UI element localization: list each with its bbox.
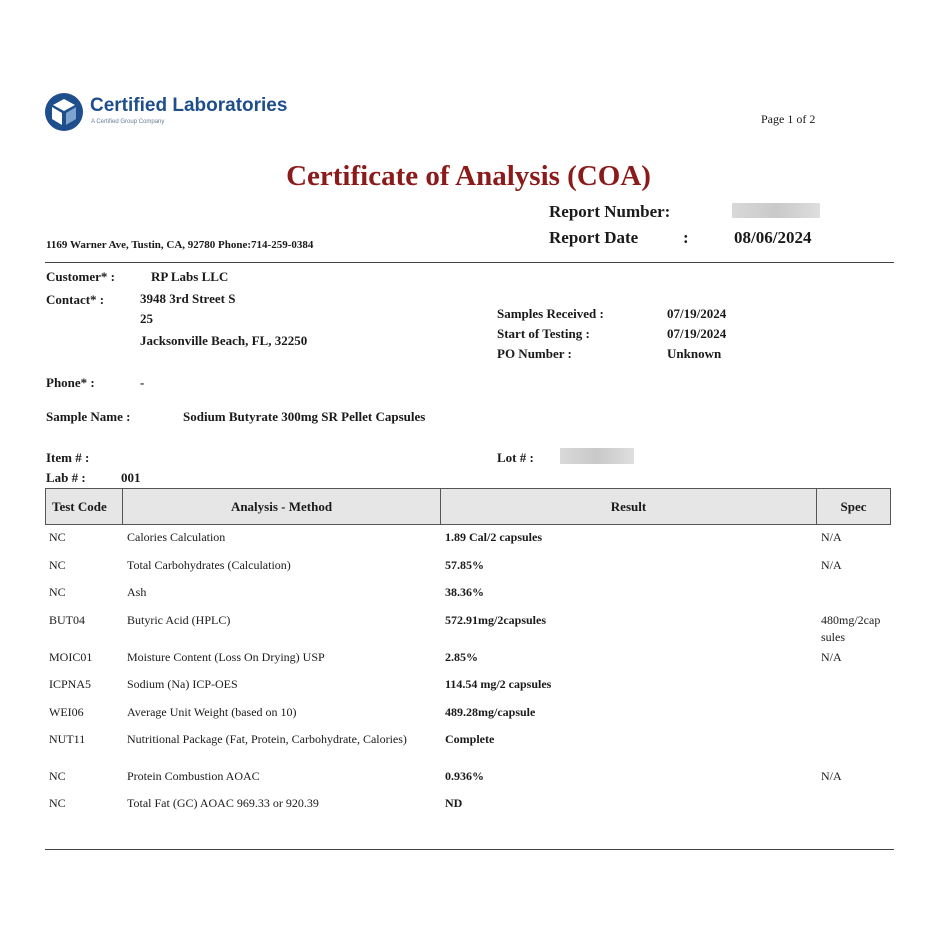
cell-result: 572.91mg/2capsules	[445, 613, 547, 627]
cell-test-code: NC	[49, 796, 66, 810]
cell-method: Butyric Acid (HPLC)	[127, 613, 231, 627]
cell-result: ND	[445, 796, 463, 810]
cell-result: 114.54 mg/2 capsules	[445, 677, 552, 691]
cell-test-code: ICPNA5	[49, 677, 92, 691]
report-number-label: Report Number:	[549, 202, 671, 221]
contact-line-2: 25	[140, 311, 153, 326]
cell-method: Average Unit Weight (based on 10)	[127, 705, 297, 719]
contact-label: Contact* :	[46, 292, 105, 307]
customer-value: RP Labs LLC	[151, 269, 229, 284]
results-table-header	[45, 488, 891, 525]
header-result: Result	[440, 489, 816, 524]
contact-line-1: 3948 3rd Street S	[140, 291, 236, 306]
cell-spec: N/A	[821, 530, 842, 544]
cell-test-code: MOIC01	[49, 650, 93, 664]
report-date-colon: :	[683, 228, 689, 247]
report-date-value: 08/06/2024	[734, 228, 812, 247]
cell-test-code: NC	[49, 558, 66, 572]
redacted-lot-number	[560, 448, 634, 464]
cell-spec: N/A	[821, 650, 842, 664]
lab-number-value: 001	[121, 470, 141, 485]
cell-test-code: WEI06	[49, 705, 84, 719]
cell-test-code: BUT04	[49, 613, 85, 627]
cell-method: Calories Calculation	[127, 530, 226, 544]
sample-name-label: Sample Name :	[46, 409, 131, 424]
footer-divider	[45, 849, 894, 850]
lab-address: 1169 Warner Ave, Tustin, CA, 92780 Phone:714-259-0384	[46, 239, 314, 251]
cell-result: 57.85%	[445, 558, 484, 572]
contact-line-3: Jacksonville Beach, FL, 32250	[140, 333, 308, 348]
header-test-code: Test Code	[52, 499, 107, 514]
cell-test-code: NC	[49, 530, 66, 544]
po-number-value: Unknown	[667, 346, 722, 361]
redacted-report-number	[732, 203, 820, 218]
cell-spec: N/A	[821, 558, 842, 572]
lot-number-label: Lot # :	[497, 450, 534, 465]
cell-method: Protein Combustion AOAC	[127, 769, 260, 783]
phone-value: -	[140, 375, 145, 390]
cell-method: Nutritional Package (Fat, Protein, Carbohydrate, Calories)	[127, 732, 407, 746]
cell-method: Total Carbohydrates (Calculation)	[127, 558, 291, 572]
cell-result: 2.85%	[445, 650, 478, 664]
lab-tagline: A Certified Group Company	[91, 119, 165, 125]
phone-label: Phone* :	[46, 375, 95, 390]
page-number: Page 1 of 2	[761, 112, 816, 126]
cell-test-code: NC	[49, 585, 66, 599]
header-spec: Spec	[816, 489, 890, 524]
lab-name: Certified Laboratories	[90, 95, 288, 116]
start-testing-value: 07/19/2024	[667, 326, 727, 341]
start-testing-label: Start of Testing :	[497, 326, 590, 341]
cell-method: Moisture Content (Loss On Drying) USP	[127, 650, 325, 664]
report-date-label: Report Date	[549, 228, 639, 247]
customer-label: Customer* :	[46, 269, 115, 284]
lab-logo	[44, 92, 314, 132]
cell-test-code: NC	[49, 769, 66, 783]
cell-spec: 480mg/2cap sules	[821, 613, 881, 644]
cell-result: 38.36%	[445, 585, 484, 599]
po-number-label: PO Number :	[497, 346, 572, 361]
header-divider	[45, 262, 894, 263]
header-analysis-method: Analysis - Method	[122, 489, 440, 524]
samples-received-label: Samples Received :	[497, 306, 604, 321]
document-title: Certificate of Analysis (COA)	[286, 160, 651, 192]
item-number-label: Item # :	[46, 450, 90, 465]
cell-result: 1.89 Cal/2 capsules	[445, 530, 543, 544]
cell-method: Total Fat (GC) AOAC 969.33 or 920.39	[127, 796, 319, 810]
cell-test-code: NUT11	[49, 732, 86, 746]
cell-result: Complete	[445, 732, 495, 746]
sample-name-value: Sodium Butyrate 300mg SR Pellet Capsules	[183, 409, 426, 424]
lab-number-label: Lab # :	[46, 470, 86, 485]
cell-method: Ash	[127, 585, 147, 599]
cell-spec: N/A	[821, 769, 842, 783]
cell-method: Sodium (Na) ICP-OES	[127, 677, 238, 691]
cell-result: 489.28mg/capsule	[445, 705, 536, 719]
cell-result: 0.936%	[445, 769, 484, 783]
cube-logo-icon	[44, 92, 84, 132]
samples-received-value: 07/19/2024	[667, 306, 727, 321]
